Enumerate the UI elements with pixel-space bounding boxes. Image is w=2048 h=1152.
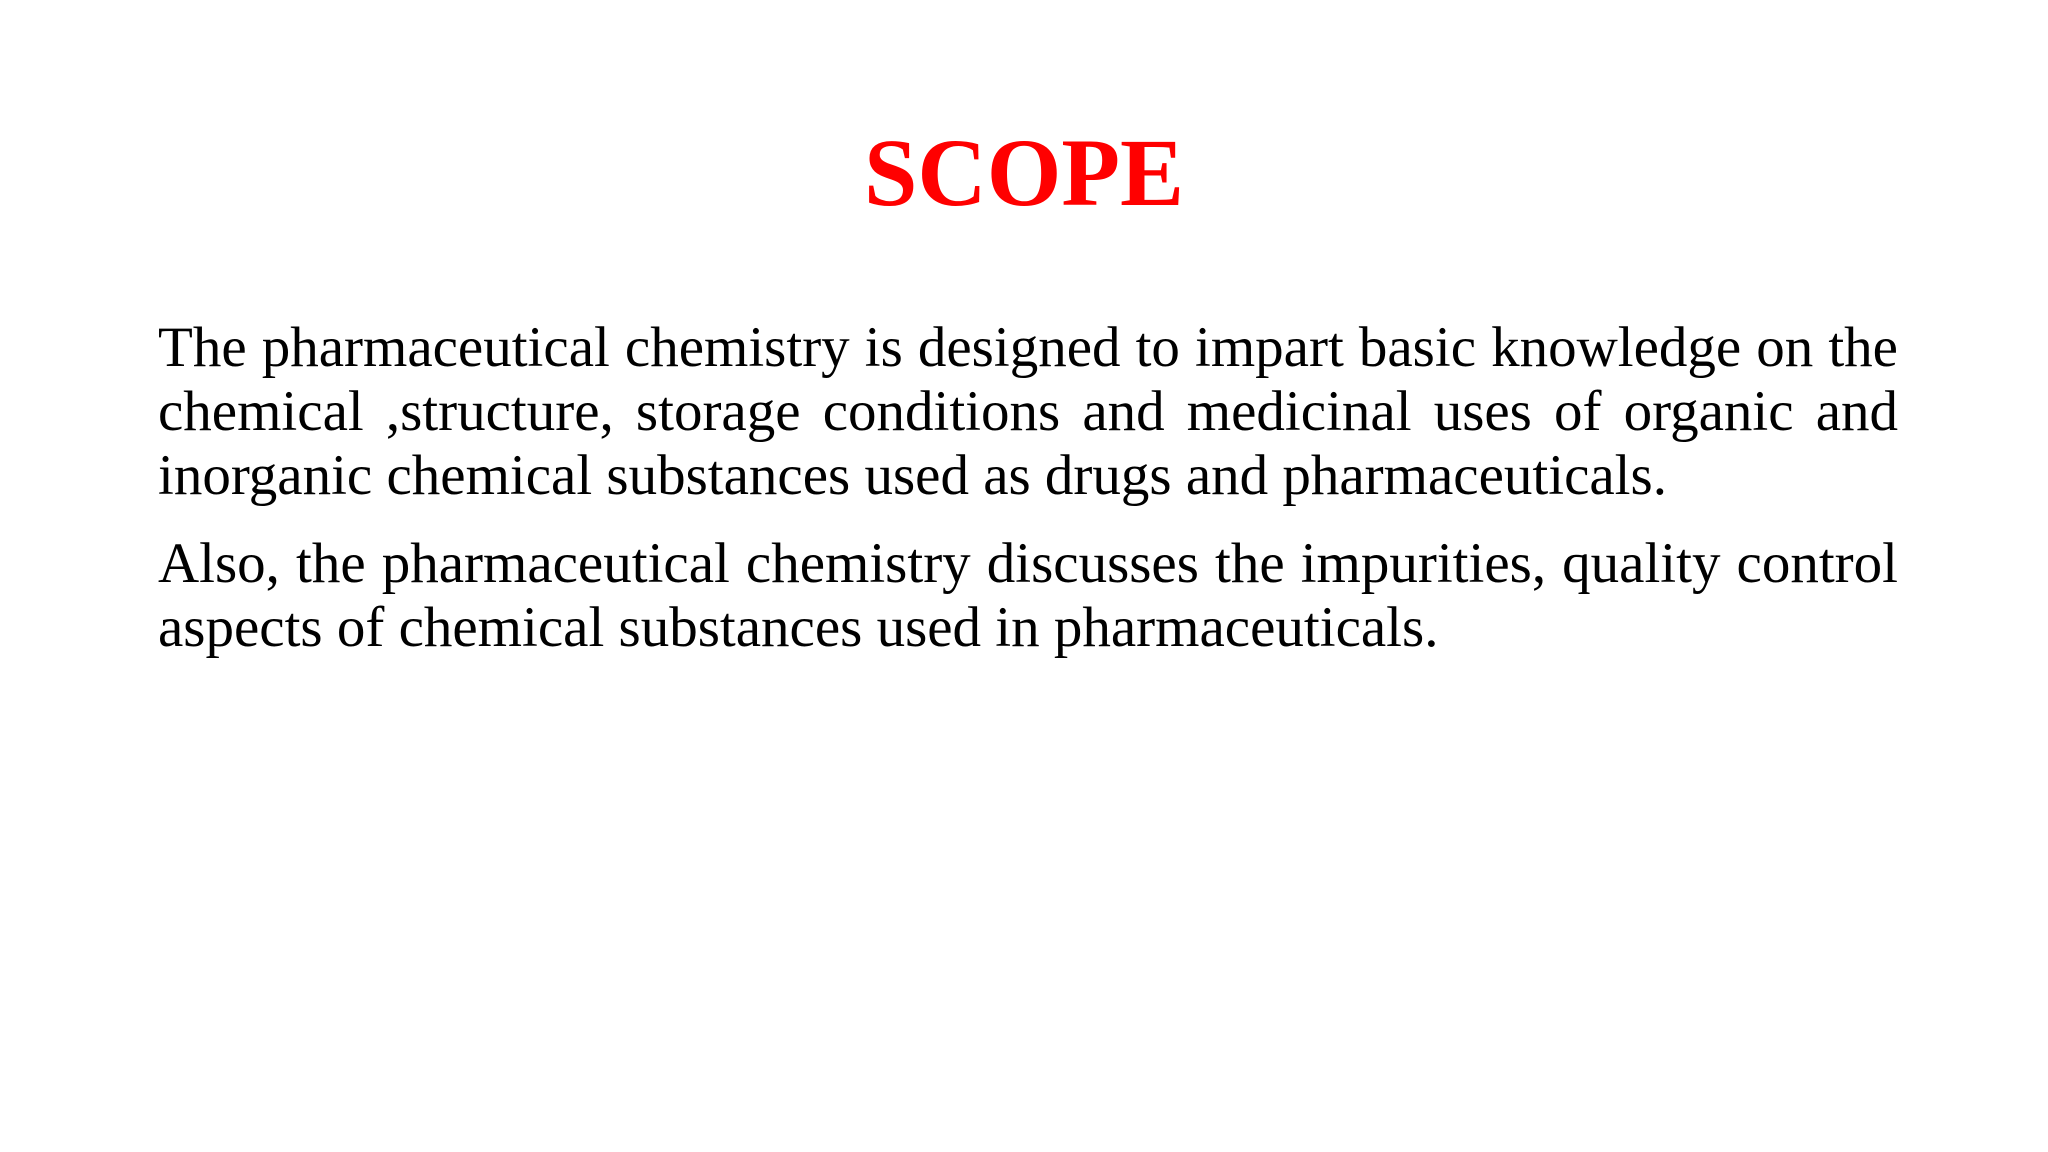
body-paragraph-1: The pharmaceutical chemistry is designed to impart basic knowledge on the chemical ,structure, storage conditions and medicinal uses of organic and inorganic chemical substances used as drugs and pharmaceuticals. — [158, 316, 1898, 507]
slide-title: SCOPE — [863, 119, 1185, 226]
body-paragraph-2: Also, the pharmaceutical chemistry discusses the impurities, quality control aspects of chemical substances used in pharmaceuticals. — [158, 532, 1898, 659]
slide-body — [158, 316, 1898, 684]
